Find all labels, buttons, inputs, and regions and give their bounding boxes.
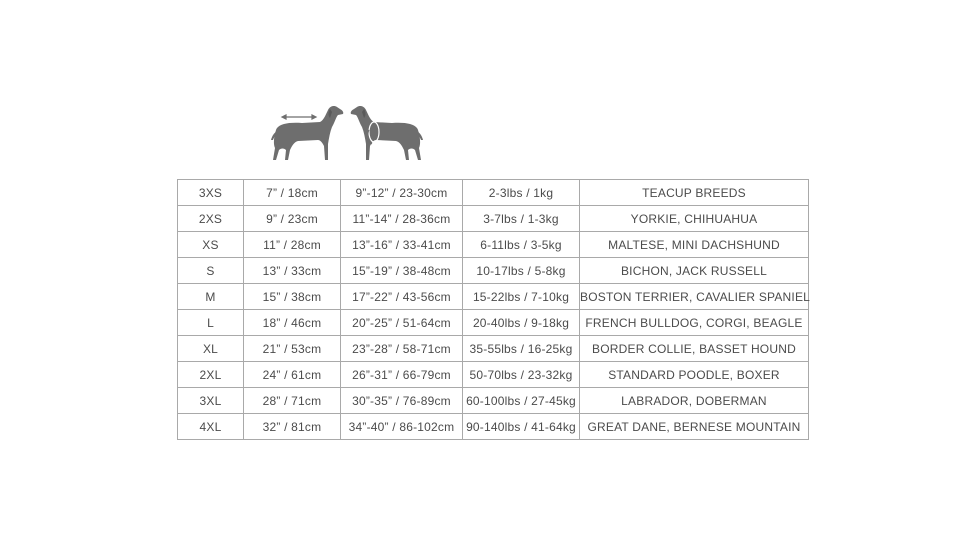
breeds-cell: TEACUP BREEDS xyxy=(580,180,809,206)
size-cell: 3XS xyxy=(178,180,244,206)
breeds-cell: LABRADOR, DOBERMAN xyxy=(580,388,809,414)
weight-cell: 50-70lbs / 23-32kg xyxy=(463,362,580,388)
breeds-cell: GREAT DANE, BERNESE MOUNTAIN xyxy=(580,414,809,440)
size-cell: 2XS xyxy=(178,206,244,232)
neck-cell: 13” / 33cm xyxy=(244,258,341,284)
dog-chest-girth-icon xyxy=(346,100,426,166)
table-row xyxy=(178,232,809,258)
weight-cell: 3-7lbs / 1-3kg xyxy=(463,206,580,232)
weight-cell: 6-11lbs / 3-5kg xyxy=(463,232,580,258)
size-chart-table xyxy=(177,179,809,440)
chest-cell: 23”-28” / 58-71cm xyxy=(341,336,463,362)
weight-cell: 15-22lbs / 7-10kg xyxy=(463,284,580,310)
table-row xyxy=(178,414,809,440)
breeds-cell: BORDER COLLIE, BASSET HOUND xyxy=(580,336,809,362)
table-row xyxy=(178,362,809,388)
chest-cell: 34”-40” / 86-102cm xyxy=(341,414,463,440)
size-cell: XL xyxy=(178,336,244,362)
size-cell: L xyxy=(178,310,244,336)
breeds-cell: BOSTON TERRIER, CAVALIER SPANIEL xyxy=(580,284,809,310)
chest-cell: 20”-25” / 51-64cm xyxy=(341,310,463,336)
chest-cell: 13”-16” / 33-41cm xyxy=(341,232,463,258)
neck-cell: 28” / 71cm xyxy=(244,388,341,414)
measurement-icons xyxy=(268,100,428,170)
weight-cell: 2-3lbs / 1kg xyxy=(463,180,580,206)
neck-cell: 15” / 38cm xyxy=(244,284,341,310)
neck-cell: 32” / 81cm xyxy=(244,414,341,440)
neck-cell: 24” / 61cm xyxy=(244,362,341,388)
neck-cell: 18” / 46cm xyxy=(244,310,341,336)
chest-cell: 26”-31” / 66-79cm xyxy=(341,362,463,388)
breeds-cell: STANDARD POODLE, BOXER xyxy=(580,362,809,388)
size-cell: M xyxy=(178,284,244,310)
table-row xyxy=(178,310,809,336)
chest-cell: 9”-12” / 23-30cm xyxy=(341,180,463,206)
neck-cell: 9” / 23cm xyxy=(244,206,341,232)
breeds-cell: FRENCH BULLDOG, CORGI, BEAGLE xyxy=(580,310,809,336)
table-row xyxy=(178,284,809,310)
chest-cell: 15”-19” / 38-48cm xyxy=(341,258,463,284)
chest-cell: 30”-35” / 76-89cm xyxy=(341,388,463,414)
size-cell: 2XL xyxy=(178,362,244,388)
size-cell: XS xyxy=(178,232,244,258)
size-cell: 3XL xyxy=(178,388,244,414)
weight-cell: 90-140lbs / 41-64kg xyxy=(463,414,580,440)
chest-cell: 17”-22” / 43-56cm xyxy=(341,284,463,310)
neck-cell: 7” / 18cm xyxy=(244,180,341,206)
size-cell: S xyxy=(178,258,244,284)
neck-cell: 11” / 28cm xyxy=(244,232,341,258)
table-row xyxy=(178,180,809,206)
table-row xyxy=(178,206,809,232)
table-row xyxy=(178,388,809,414)
breeds-cell: YORKIE, CHIHUAHUA xyxy=(580,206,809,232)
weight-cell: 35-55lbs / 16-25kg xyxy=(463,336,580,362)
weight-cell: 60-100lbs / 27-45kg xyxy=(463,388,580,414)
table-row xyxy=(178,258,809,284)
size-cell: 4XL xyxy=(178,414,244,440)
weight-cell: 10-17lbs / 5-8kg xyxy=(463,258,580,284)
chest-cell: 11”-14” / 28-36cm xyxy=(341,206,463,232)
table-row xyxy=(178,336,809,362)
breeds-cell: MALTESE, MINI DACHSHUND xyxy=(580,232,809,258)
dog-neck-length-icon xyxy=(268,100,348,166)
weight-cell: 20-40lbs / 9-18kg xyxy=(463,310,580,336)
neck-cell: 21” / 53cm xyxy=(244,336,341,362)
breeds-cell: BICHON, JACK RUSSELL xyxy=(580,258,809,284)
